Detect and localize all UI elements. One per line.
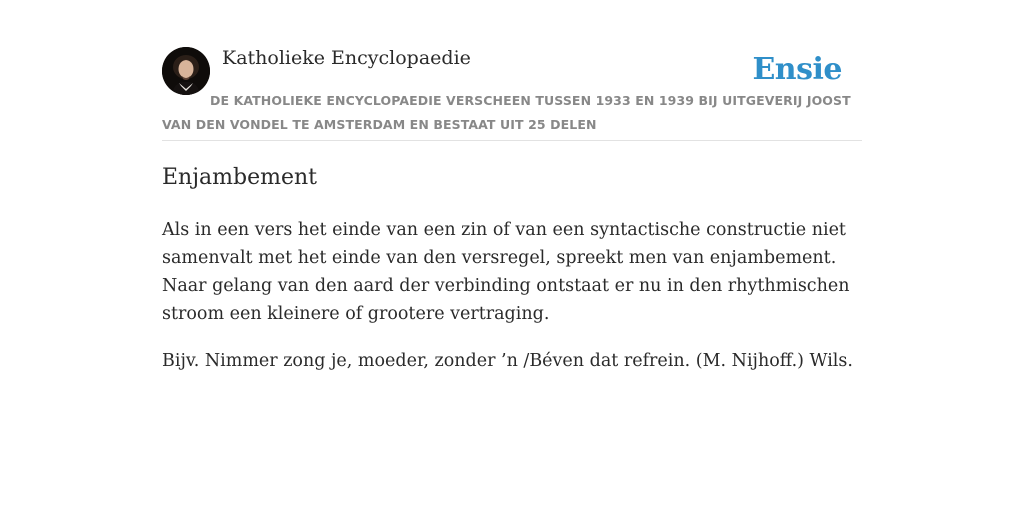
article-paragraph: Bijv. Nimmer zong je, moeder, zonder ’n /Béven dat refrein. (M. Nijhoff.) Wils.: [162, 351, 853, 371]
source-header: [162, 46, 862, 141]
article-paragraph: Als in een vers het einde van een zin of van een syntactische constructie niet samenvalt met het einde van den versregel, spreekt men van enjambement. Naar gelang van den aard der verbinding ontstaat er nu in den rhythmischen stroom een kleinere of grootere vertraging.: [162, 220, 850, 324]
portrait-avatar-icon[interactable]: [162, 47, 210, 95]
ensie-logo-link[interactable]: Ensie: [752, 52, 842, 87]
article: [162, 160, 862, 375]
source-title[interactable]: Katholieke Encyclopaedie: [222, 47, 471, 69]
article-title: Enjambement: [162, 165, 318, 190]
source-description: DE KATHOLIEKE ENCYCLOPAEDIE VERSCHEEN TUSSEN 1933 EN 1939 BIJ UITGEVERIJ JOOST VAN DEN VONDEL TE AMSTERDAM EN BESTAAT UIT 25 DELEN: [162, 93, 851, 132]
